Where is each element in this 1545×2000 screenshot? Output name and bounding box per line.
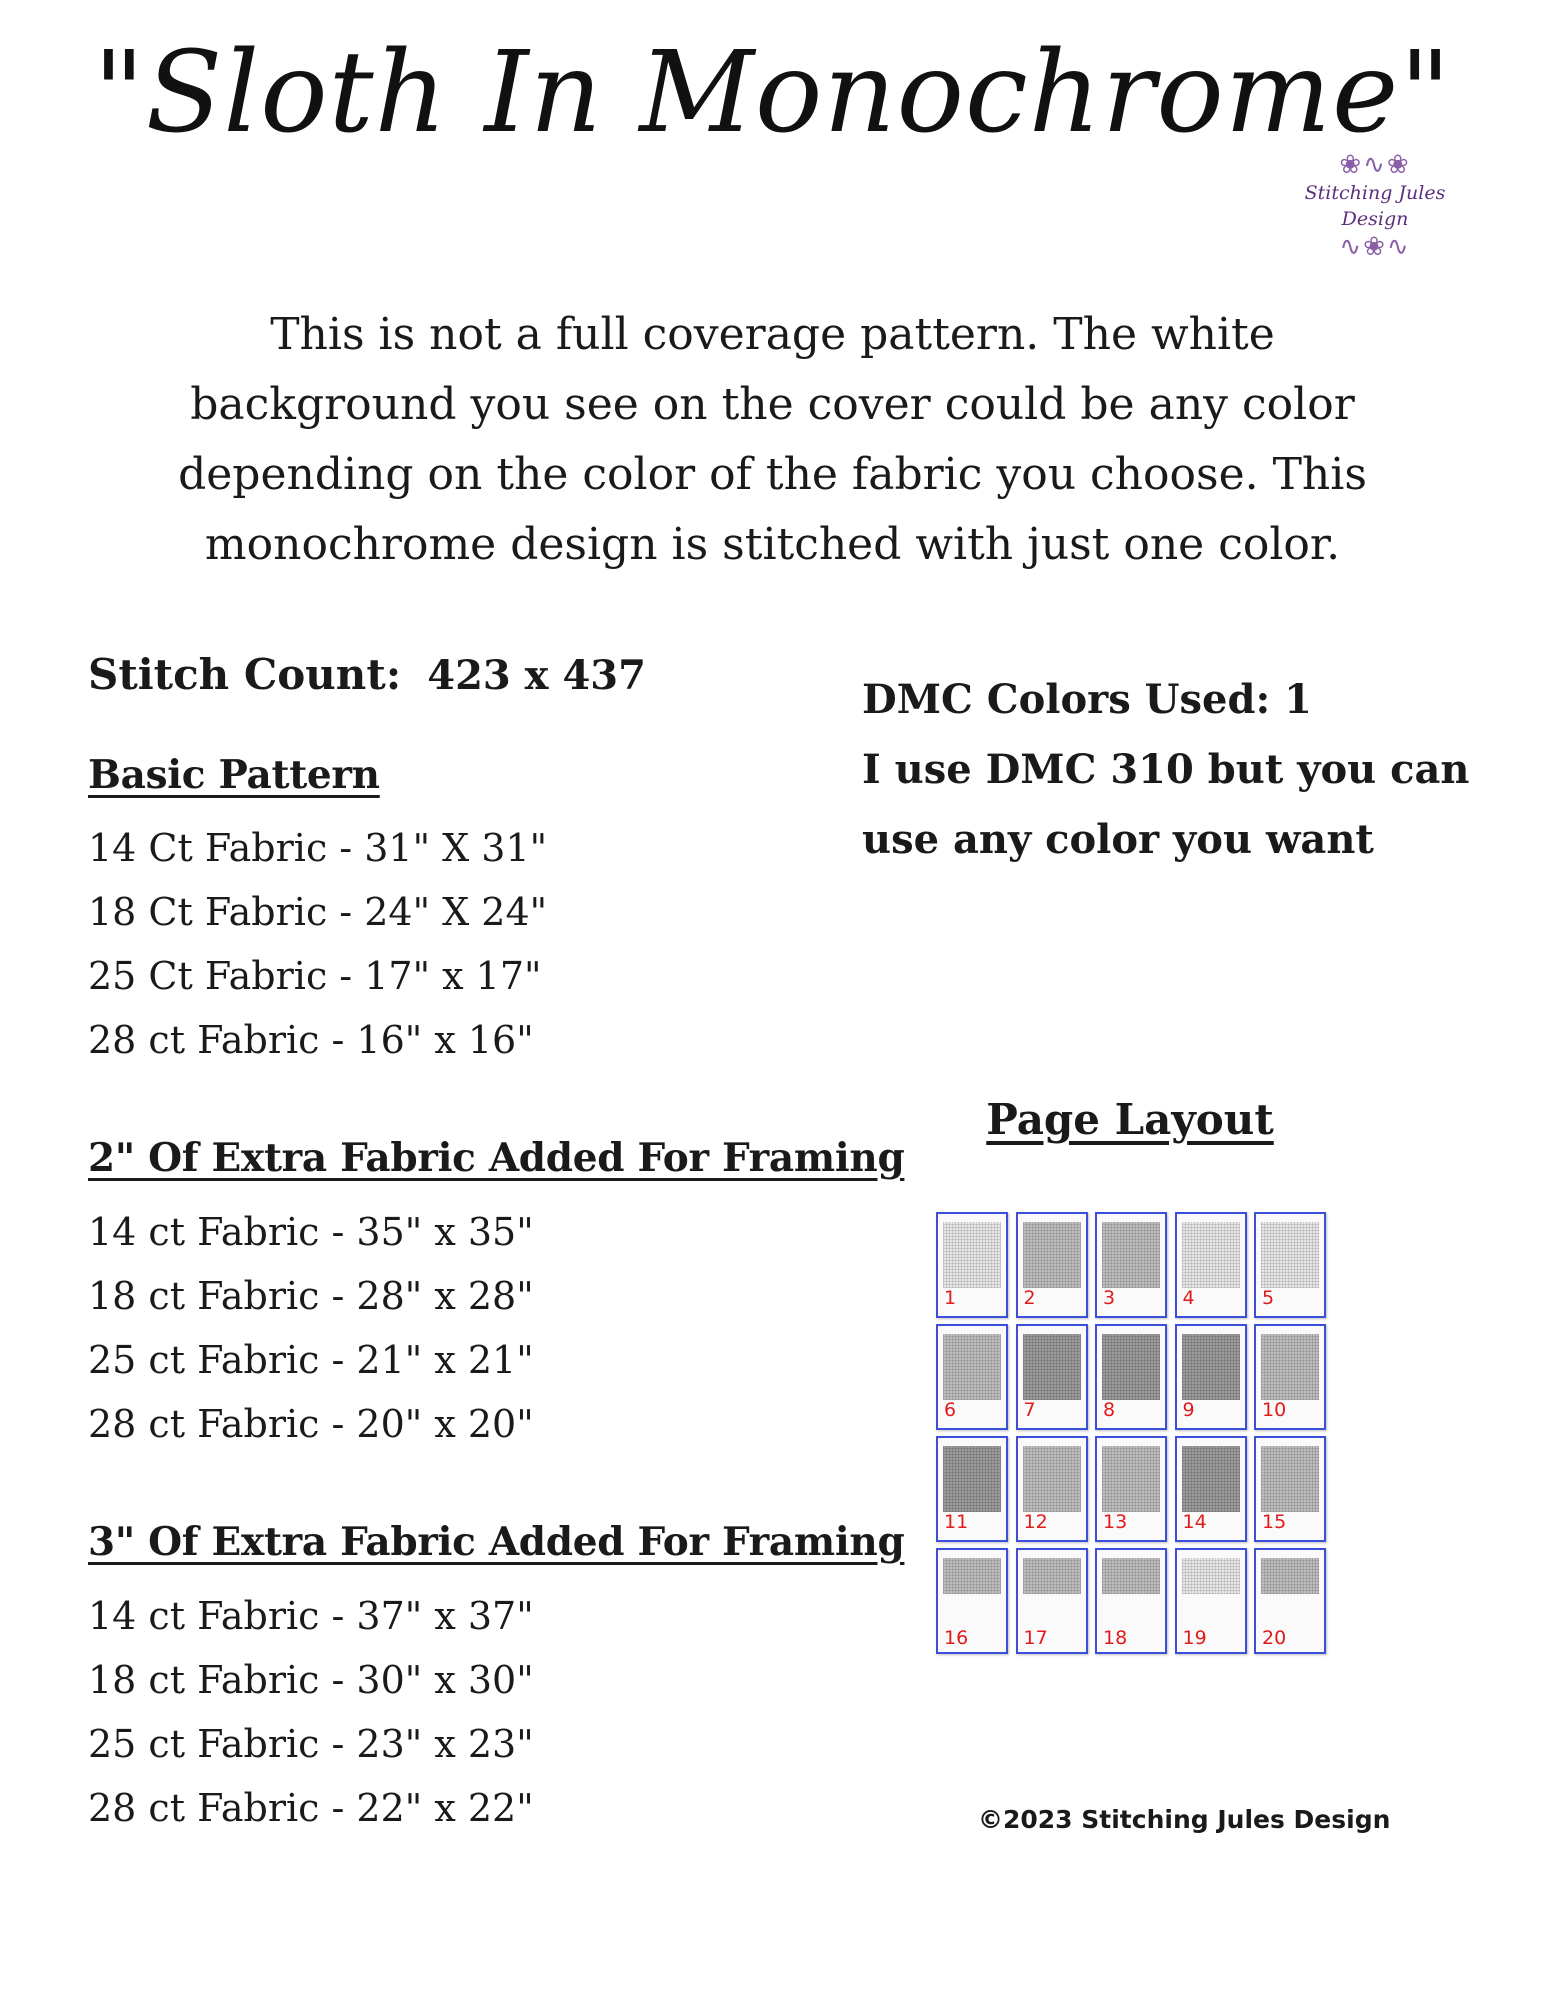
dmc-line: DMC Colors Used: 1	[862, 676, 1312, 723]
page-number: 10	[1262, 1399, 1287, 1421]
logo-swirl-bottom-icon: ∿❀∿	[1339, 232, 1411, 262]
pattern-chart-preview	[1023, 1558, 1081, 1594]
list-item: 18 ct Fabric - 28" x 28"	[88, 1274, 534, 1318]
dmc-line: use any color you want	[862, 816, 1374, 863]
page-thumbnail	[936, 1548, 1008, 1654]
page-number: 17	[1023, 1627, 1048, 1649]
page-number: 6	[944, 1399, 957, 1421]
extra-3-heading: 3" Of Extra Fabric Added For Framing	[88, 1519, 905, 1565]
page-thumbnail	[936, 1436, 1008, 1542]
page-number: 12	[1023, 1511, 1048, 1533]
list-item: 28 ct Fabric - 22" x 22"	[88, 1786, 534, 1830]
page-number: 19	[1182, 1627, 1207, 1649]
pattern-chart-preview	[1182, 1558, 1240, 1594]
list-item: 14 ct Fabric - 37" x 37"	[88, 1594, 534, 1638]
extra-2-heading: 2" Of Extra Fabric Added For Framing	[88, 1135, 905, 1181]
page-thumbnail	[936, 1324, 1008, 1430]
page-thumbnail	[1254, 1548, 1326, 1654]
page-number: 20	[1262, 1627, 1287, 1649]
pattern-chart-preview	[1182, 1222, 1240, 1288]
pattern-chart-preview	[1102, 1222, 1160, 1288]
page-thumbnail	[1095, 1324, 1167, 1430]
page-thumbnail	[1016, 1324, 1088, 1430]
brand-logo	[1270, 150, 1480, 260]
pattern-chart-preview	[1023, 1334, 1081, 1400]
extra-3-list	[88, 1584, 534, 1840]
page-thumbnail	[1254, 1324, 1326, 1430]
pattern-chart-preview	[943, 1558, 1001, 1594]
page-title: "Sloth In Monochrome"	[93, 28, 1452, 158]
logo-text: Stitching Jules Design	[1304, 182, 1446, 230]
page-number: 13	[1103, 1511, 1128, 1533]
page-thumbnail	[1016, 1212, 1088, 1318]
pattern-chart-preview	[1261, 1446, 1319, 1512]
stitch-count-value: 423 x 437	[427, 652, 646, 699]
pattern-chart-preview	[1102, 1334, 1160, 1400]
pattern-chart-preview	[943, 1446, 1001, 1512]
page-number: 2	[1023, 1287, 1036, 1309]
page-thumbnail	[1016, 1548, 1088, 1654]
page-number: 16	[944, 1627, 969, 1649]
list-item: 25 Ct Fabric - 17" x 17"	[88, 954, 542, 998]
basic-pattern-list	[88, 816, 547, 1072]
page-number: 18	[1103, 1627, 1128, 1649]
page-thumbnail	[1175, 1212, 1247, 1318]
page-thumbnail	[1095, 1212, 1167, 1318]
page-thumbnail	[1016, 1436, 1088, 1542]
page-thumbnail	[1095, 1436, 1167, 1542]
dmc-colors-info	[862, 665, 1502, 875]
page-number: 14	[1182, 1511, 1207, 1533]
pattern-chart-preview	[1023, 1222, 1081, 1288]
list-item: 28 ct Fabric - 16" x 16"	[88, 1018, 534, 1062]
list-item: 25 ct Fabric - 23" x 23"	[88, 1722, 534, 1766]
page-layout-heading: Page Layout	[986, 1095, 1274, 1144]
intro-paragraph: This is not a full coverage pattern. The white background you see on the cover could be any color depending on the color of the fabric you choose. This monochrome design is stitched with just one color.	[178, 309, 1367, 570]
pattern-chart-preview	[1261, 1222, 1319, 1288]
page-thumbnail	[1095, 1548, 1167, 1654]
page-thumbnail	[1254, 1436, 1326, 1542]
page-number: 4	[1182, 1287, 1195, 1309]
list-item: 25 ct Fabric - 21" x 21"	[88, 1338, 534, 1382]
page-number: 3	[1103, 1287, 1116, 1309]
pattern-chart-preview	[1261, 1558, 1319, 1594]
stitch-count-label: Stitch Count:	[88, 650, 402, 699]
stitch-count	[88, 650, 646, 699]
logo-swirl-top-icon: ❀∿❀	[1339, 150, 1411, 180]
page-number: 8	[1103, 1399, 1116, 1421]
list-item: 14 Ct Fabric - 31" X 31"	[88, 826, 548, 870]
page-number: 15	[1262, 1511, 1287, 1533]
page-layout-grid	[936, 1212, 1336, 1652]
page-thumbnail	[1175, 1548, 1247, 1654]
list-item: 14 ct Fabric - 35" x 35"	[88, 1210, 534, 1254]
list-item: 18 ct Fabric - 30" x 30"	[88, 1658, 534, 1702]
pattern-chart-preview	[1261, 1334, 1319, 1400]
pattern-chart-preview	[1102, 1558, 1160, 1594]
pattern-chart-preview	[943, 1334, 1001, 1400]
copyright-notice: ©2023 Stitching Jules Design	[978, 1805, 1391, 1834]
page-thumbnail	[1175, 1436, 1247, 1542]
pattern-chart-preview	[1023, 1446, 1081, 1512]
page-number: 5	[1262, 1287, 1275, 1309]
dmc-line: I use DMC 310 but you can	[862, 746, 1470, 793]
page-thumbnail	[1175, 1324, 1247, 1430]
pattern-chart-preview	[943, 1222, 1001, 1288]
extra-2-list	[88, 1200, 534, 1456]
page-number: 11	[944, 1511, 969, 1533]
pattern-chart-preview	[1182, 1334, 1240, 1400]
page-thumbnail	[1254, 1212, 1326, 1318]
pattern-chart-preview	[1102, 1446, 1160, 1512]
list-item: 28 ct Fabric - 20" x 20"	[88, 1402, 534, 1446]
list-item: 18 Ct Fabric - 24" X 24"	[88, 890, 548, 934]
pattern-chart-preview	[1182, 1446, 1240, 1512]
page-number: 1	[944, 1287, 957, 1309]
page-thumbnail	[936, 1212, 1008, 1318]
basic-pattern-heading: Basic Pattern	[88, 752, 380, 798]
page-number: 7	[1023, 1399, 1036, 1421]
page-number: 9	[1182, 1399, 1195, 1421]
